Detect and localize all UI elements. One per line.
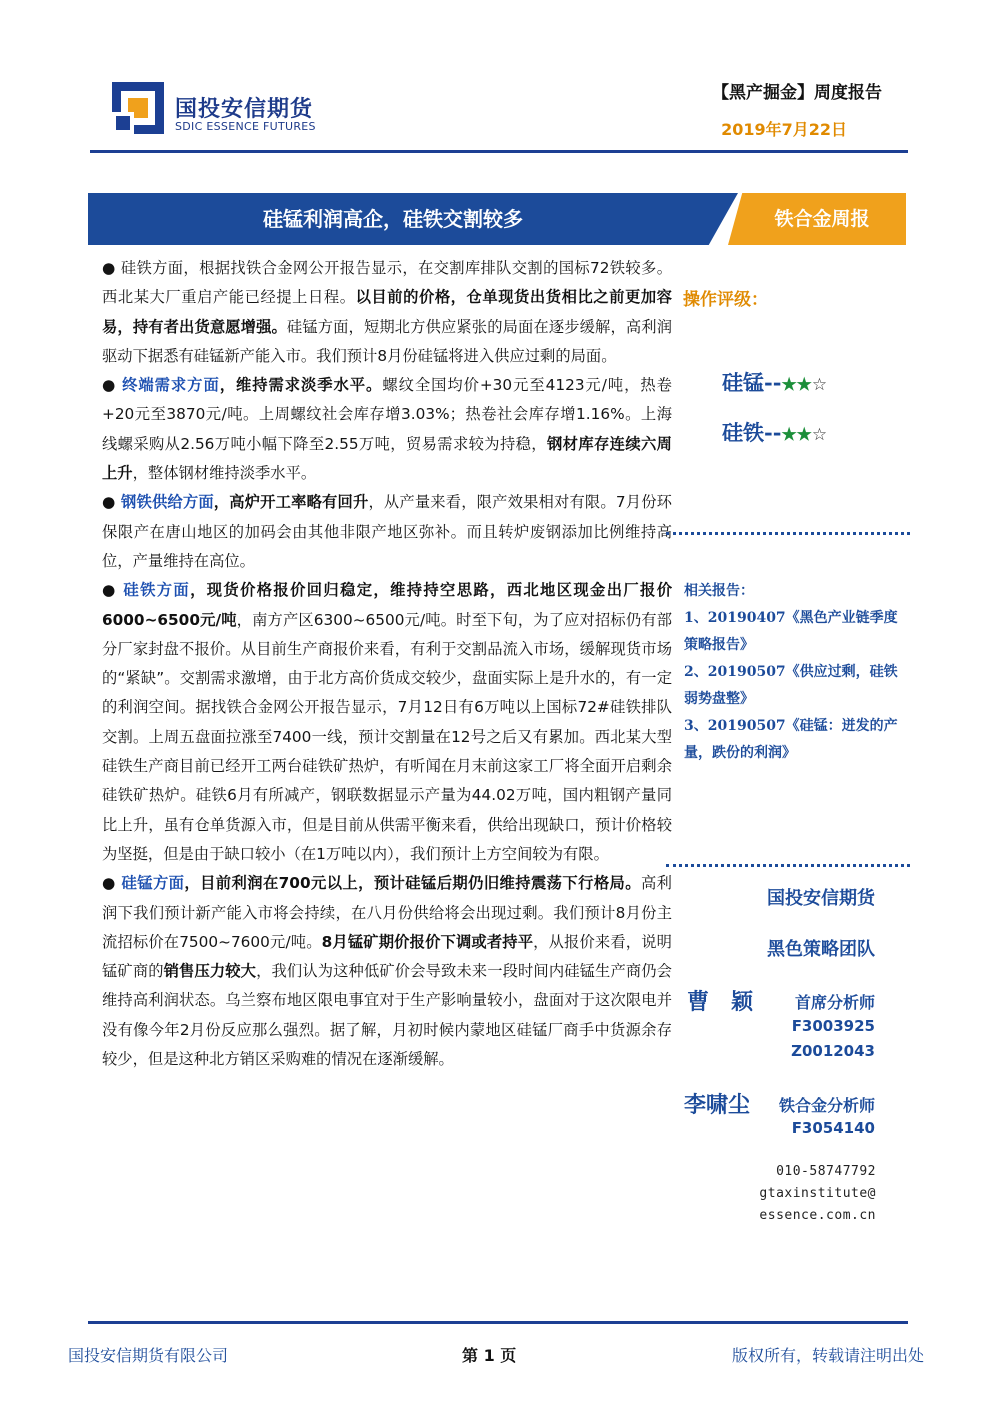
analyst2-license: F3054140 — [791, 1119, 875, 1137]
contact-email-domain[interactable]: essence.com.cn — [759, 1208, 876, 1223]
dotted-divider — [666, 864, 910, 867]
analyst1-name: 曹 颖 — [687, 989, 754, 1015]
rating-ferrosilicon: 硅铁--★★☆ — [722, 420, 828, 445]
paragraph-ferrosilicon-overview: ● 硅铁方面，根据找铁合金网公开报告显示，在交割库排队交割的国标72铁较多。西北某大厂重启产能已经提上日程。以目前的价格，仓单现货出货相比之前更加容易，持有者出货意愿增强。硅锰方面，短期北方供应紧张的局面在逐步缓解，高利润驱动下据悉有硅锰新产能入市。我们预计8月份硅锰将进入供应过剩的局面。 — [102, 259, 672, 365]
footer-copyright: 版权所有，转载请注明出处 — [731, 1346, 924, 1365]
related-report-item[interactable]: 2、20190507《供应过剩，硅铁弱势盘整》 — [684, 664, 898, 707]
analyst1-license: F3003925 — [791, 1017, 875, 1035]
analyst2-name: 李啸尘 — [684, 1093, 751, 1118]
related-reports-title: 相关报告： — [684, 583, 754, 599]
empty-star-icon: ☆ — [811, 425, 828, 445]
company-logo-icon — [112, 82, 164, 134]
paragraph-silicomanganese: ● 硅锰方面，目前利润在700元以上，预计硅锰后期仍旧维持震荡下行格局。高利润下我们预计新产能入市将会持续，在八月份供给将会出现过剩。我们预计8月份主流招标价在7500~7600元/吨。8月锰矿期价报价下调或者持平，从报价来看，说明锰矿商的销售压力较大，我们认为这种低矿价会导致未来一段时间内硅锰生产商仍会维持高利润状态。乌兰察布地区限电事宜对于生产影响量较小，盘面对于这次限电并没有像今年2月份反应那么强烈。据了解，月初时候内蒙地区硅锰厂商手中货源余存较少，但是这种北方销区采购难的情况在逐渐缓解。 — [102, 874, 672, 1069]
footer-divider — [88, 1321, 908, 1324]
contact-phone: 010-58747792 — [776, 1164, 876, 1179]
analyst-company: 国投安信期货 — [767, 888, 875, 909]
report-title: 硅锰利润高企，硅铁交割较多 — [263, 207, 523, 231]
analyst2-title: 铁合金分析师 — [778, 1096, 875, 1115]
related-reports — [684, 578, 904, 767]
paragraph-ferrosilicon: ● 硅铁方面，现货价格报价回归稳定，维持持空思路，西北地区现金出厂报价6000~6500元/吨，南方产区6300~6500元/吨。时至下旬，为了应对招标仍有部分厂家封盘不报价。从目前生产商报价来看，有利于交割品流入市场，缓解现货市场的“紧缺”。交割需求激增，由于北方高价货成交较少，盘面实际上是升水的，有一定的利润空间。据找铁合金网公开报告显示，7月12日有6万吨以上国标72#硅铁排队交割。上周五盘面拉涨至7400一线，预计交割量在12号之后又有累加。西北某大型硅铁生产商目前已经开工两台硅铁矿热炉，有听闻在月末前这家工厂将全面开启剩余硅铁矿热炉。硅铁6月有所减产，钢联数据显示产量为44.02万吨，国内粗钢产量同比上升，虽有仓单货源入市，但是目前从供需平衡来看，供给出现缺口，预计价格较为坚挺，但是由于缺口较小（在1万吨以内），我们预计上方空间较为有限。 — [102, 581, 672, 863]
header-divider — [90, 150, 908, 153]
analyst1-license: Z0012043 — [791, 1042, 875, 1060]
dotted-divider — [666, 532, 910, 535]
related-report-item[interactable]: 1、20190407《黑色产业链季度策略报告》 — [684, 610, 898, 653]
empty-star-icon: ☆ — [811, 375, 828, 395]
category-tag-label: 铁合金周报 — [774, 208, 870, 230]
star-icon: ★★ — [781, 425, 812, 445]
report-body — [102, 254, 672, 1074]
rating-silicomanganese: 硅锰--★★☆ — [722, 370, 828, 395]
related-report-item[interactable]: 3、20190507《硅锰：迸发的产量，跌份的利润》 — [684, 718, 898, 761]
contact-email[interactable]: gtaxinstitute@ — [759, 1186, 876, 1201]
footer-company: 国投安信期货有限公司 — [68, 1346, 229, 1365]
paragraph-supply: ● 钢铁供给方面，高炉开工率略有回升，从产量来看，限产效果相对有限。7月份环保限产在唐山地区的加码会由其他非限产地区弥补。而且转炉废钢添加比例维持高位，产量维持在高位。 — [102, 493, 672, 570]
paragraph-demand: ● 终端需求方面，维持需求淡季水平。螺纹全国均价+30元至4123元/吨，热卷+20元至3870元/吨。上周螺纹社会库存增3.03%；热卷社会库存增1.16%。上海线螺采购从2.56万吨小幅下降至2.55万吨，贸易需求较为持稳，钢材库存连续六周上升，整体钢材维持淡季水平。 — [102, 376, 672, 483]
rating-label: 操作评级： — [683, 290, 768, 310]
star-icon: ★★ — [781, 375, 812, 395]
logo-text-cn: 国投安信期货 — [175, 97, 314, 122]
page-number: 第 1 页 — [462, 1346, 517, 1365]
report-series: 【黑产掘金】周度报告 — [712, 83, 882, 103]
analyst-team: 黑色策略团队 — [767, 939, 875, 960]
analyst1-title: 首席分析师 — [794, 993, 875, 1012]
logo-text-en: SDIC ESSENCE FUTURES — [175, 120, 316, 133]
report-date: 2019年7月22日 — [721, 120, 847, 139]
